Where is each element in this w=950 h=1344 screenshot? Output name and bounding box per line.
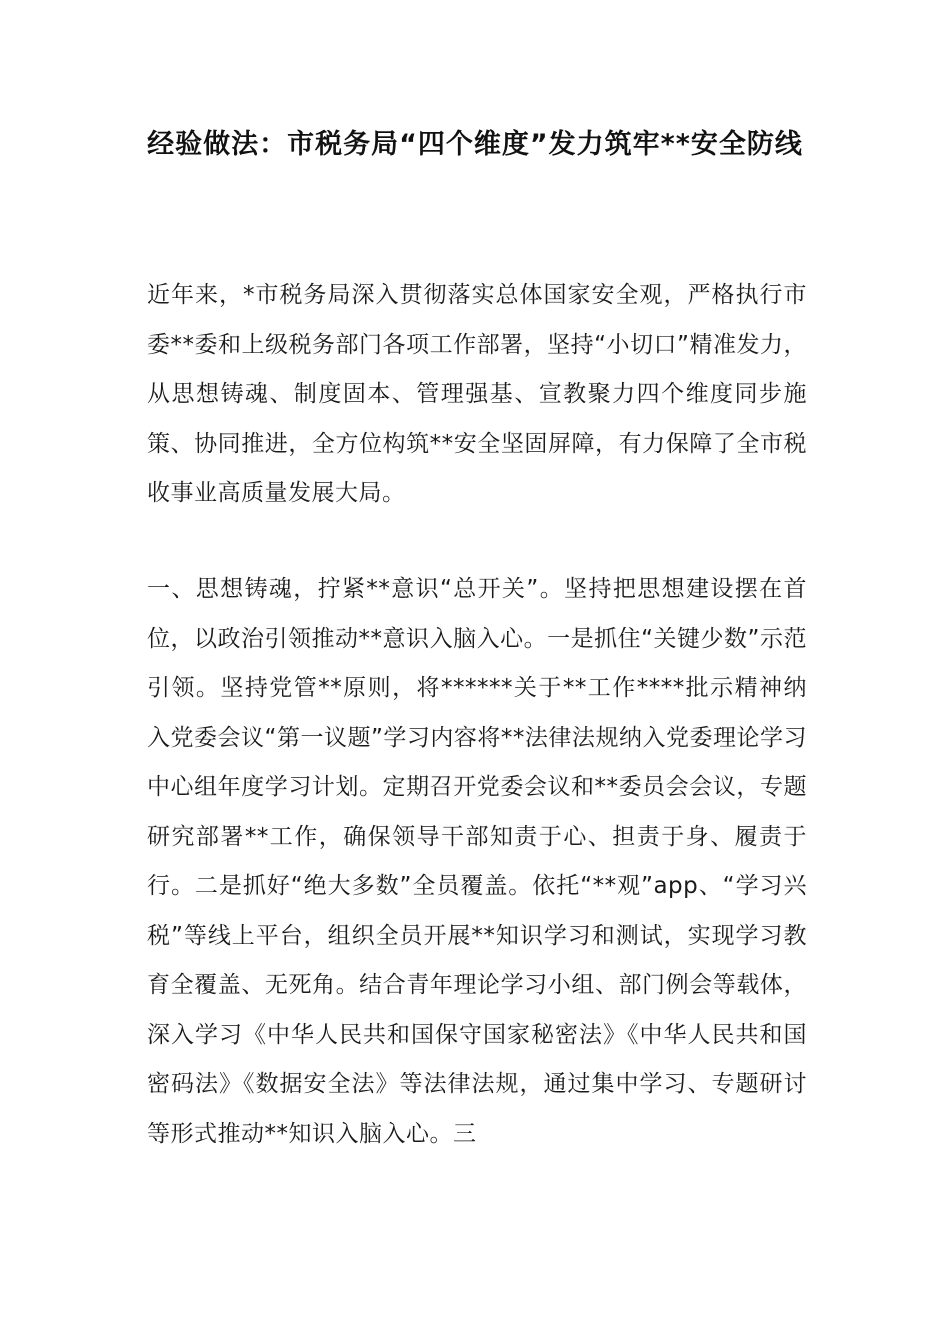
intro-paragraph: 近年来，*市税务局深入贯彻落实总体国家安全观，严格执行市委**委和上级税务部门各项工作部署，坚持“小切口”精准发力，从思想铸魂、制度固本、管理强基、宣教聚力四个维度同步施策、协同推进，全方位构筑**安全坚固屏障，有力保障了全市税收事业高质量发展大局。 (147, 282, 807, 506)
document-title: 经验做法：市税务局“四个维度”发力筑牢**安全防线 (147, 129, 803, 160)
section-one-paragraph: 一、思想铸魂，拧紧**意识“总开关”。坚持把思想建设摆在首位，以政治引领推动**意识入脑入心。一是抓住“关键少数”示范引领。坚持党管**原则，将******关于**工作****批示精神纳入党委会议“第一议题”学习内容将**法律法规纳入党委理论学习中心组年度学习计划。定期召开党委会议和**委员会会议，专题研究部署**工作，确保领导干部知责于心、担责于身、履责于行。二是抓好“绝大多数”全员覆盖。依托“**观”app、“学习兴税”等线上平台，组织全员开展**知识学习和测试，实现学习教育全覆盖、无死角。结合青年理论学习小组、部门例会等载体，深入学习《中华人民共和国保守国家秘密法》《中华人民共和国密码法》《数据安全法》等法律法规，通过集中学习、专题研讨等形式推动**知识入脑入心。三 (147, 576, 807, 1147)
